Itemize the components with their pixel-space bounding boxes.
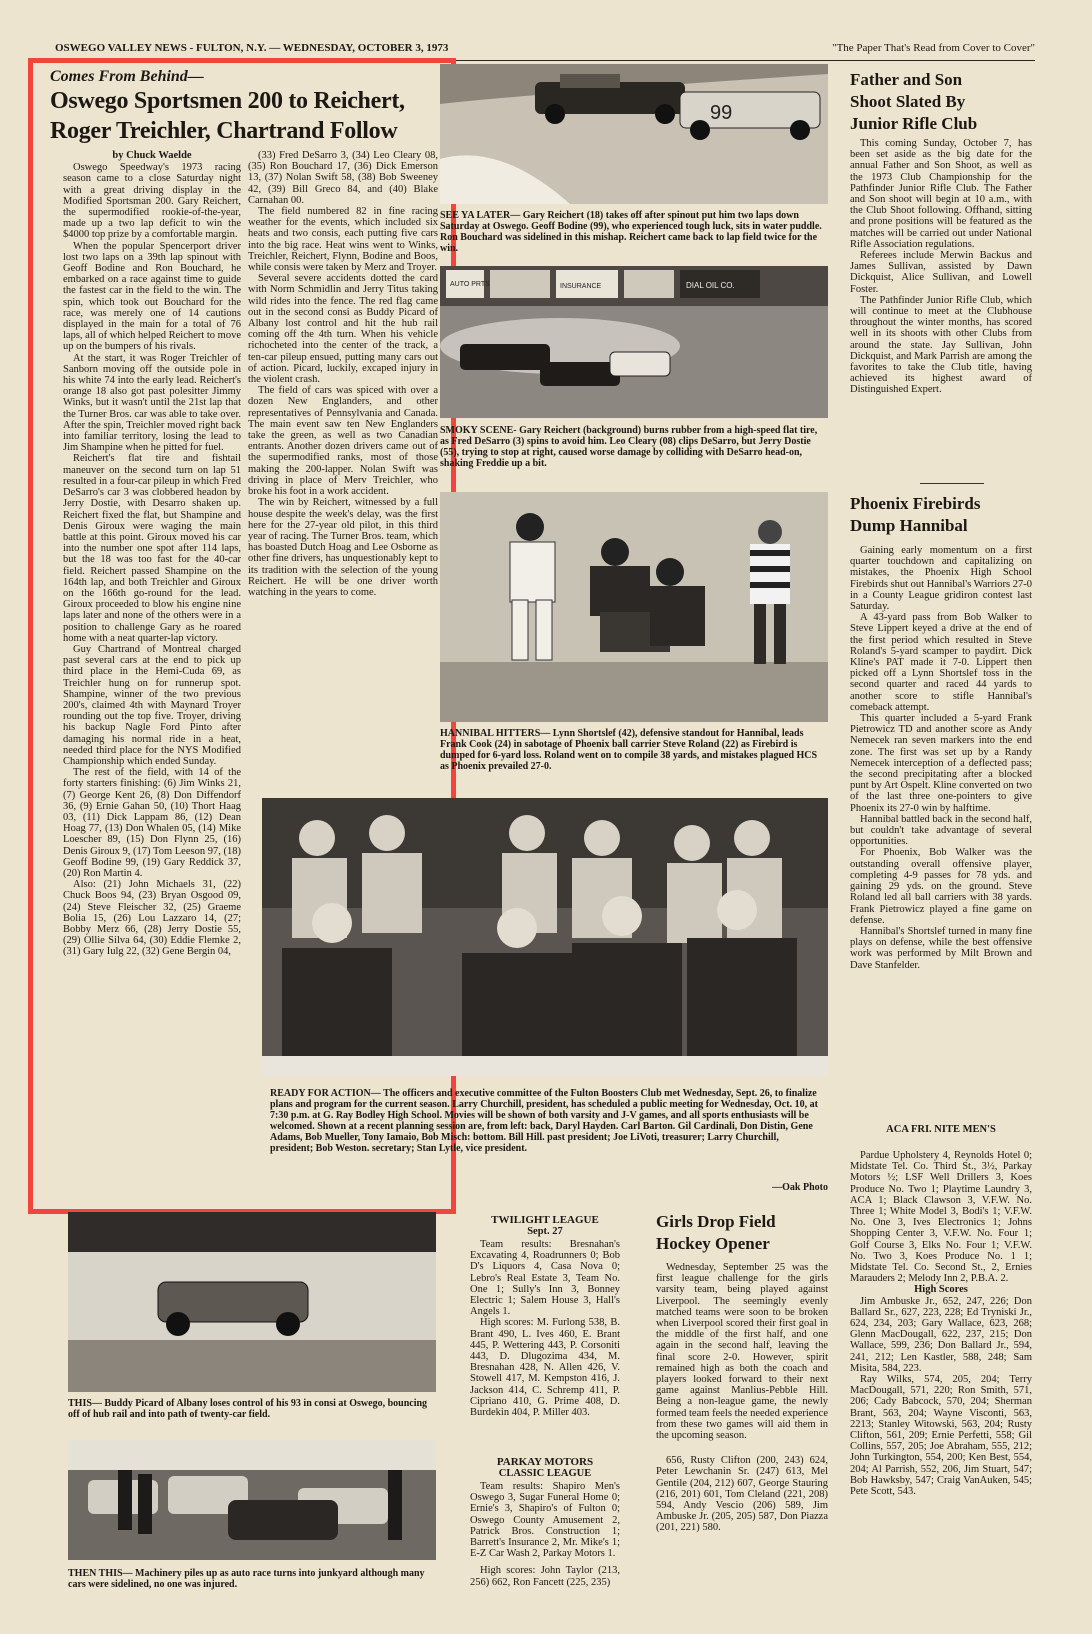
story-paragraph: The win by Reichert, witnessed by a full house despite the week's delay, was the first here for the 27-year old pilot, in this third year of racing. The Turner Bros. team, which has boasted Dutch Hoag and Lee Osborne as other fine drivers, has unquestionably kept to its tradition with the selection of the young Reichert. He will be one driver worth watching in the years to come. — [248, 497, 438, 598]
person-icon — [282, 938, 797, 1058]
phoenix-paragraph: Hannibal's Shortslef turned in many fine plays on defense, while the best offensive work was performed by Milt Brown and Dave Stanfelder. — [850, 925, 1032, 971]
girls-body — [656, 1262, 828, 1600]
photo-credit: —Oak Photo — [772, 1182, 828, 1193]
story-column-2 — [248, 150, 438, 792]
girls-headline-line1: Girls Drop Field — [656, 1212, 776, 1231]
girls-headline-line2: Hockey Opener — [656, 1234, 770, 1253]
girls-paragraph: Wednesday, September 25 was the first league challenge for the girls varsity team, being played against Liverpool. The seemingly evenly matched teams were soon to be broken when Liverpool scored their first goal in the middle of the first half, and one again in the second half, leaving the final score 2-0. However, spirit remained high as both the coach and players looked forward to their next game against Manlius-Pebble Hill. Being a non-league game, the newly formed team feels the needed experience from these two games will aid them in the upcoming season. — [656, 1262, 828, 1442]
story-paragraph: Reichert's flat tire and fishtail maneuver on the second turn on lap 51 resulted in a four-car pileup in which Fred DeSarro's car 3 was clobbered headon by Jerry Dostie, with Desarro shaken up. Reichert fixed the flat, but Shampine and Denis Giroux were waging the main battle at this point. Giroux moved his car into the number one spot after 114 laps, but the 18 was too fast for the 40-car field. Reichert passed Shampine on the 164th lap, and both Treichler and Giroux on the 166th go-round for the lead. Giroux proceeded to blow his engine nine laps later and none of the others were in a position to challenge Gary as he roared home with a neat quarter-lap victory. — [63, 453, 241, 644]
rifle-headline-line1: Father and Son — [850, 70, 963, 89]
aca-scores-title: High Scores — [914, 1284, 968, 1296]
race-car-icon — [228, 1500, 338, 1540]
twilight-title: TWILIGHT LEAGUE — [491, 1214, 599, 1226]
caption-smoky-scene: SMOKY SCENE- Gary Reichert (background) burns rubber from a high-speed flat tire, as Fred DeSarro (3) spins to avoid him. Leo Cleary (08) clips DeSarro, but Jerry Dostie (55), trying to stop at right, caused worse damage by colliding with DeSarro head-on, shaking Freddie up a bit. — [440, 425, 818, 469]
phoenix-paragraph: Hannibal battled back in the second half, but couldn't take advantage of several opportunities. — [850, 813, 1032, 848]
parkay-subtitle: CLASSIC LEAGUE — [498, 1468, 592, 1479]
caption-this: THIS— Buddy Picard of Albany loses control of his 93 in consi at Oswego, bouncing off of hub rail and into path of twenty-car field. — [68, 1398, 428, 1420]
twilight-paragraph: High scores: M. Furlong 538, B. Brant 490, L. Ives 460, E. Brant 445, P. Wettering 443, P. Corsoniti 443, D. Dlugozima 434, M. Bresnahan 428, N. Allen 426, V. Stowell 417, M. Kempston 416, J. Jackson 414, C. Schremp 411, P. Cipriano 410, G. Prime 408, D. Burdekin 404, P. Miller 403. — [470, 1317, 620, 1419]
story-kicker: Comes From Behind— — [50, 68, 204, 85]
story-paragraph: When the popular Spencerport driver lost two laps on a 39th lap spinout with Geoff Bodine and Ron Bouchard, he embarked on a race against time to guide the fastest car in the field to the win. The spin, which took out Bouchard for the race, was merely one of 14 cautions displayed in the main for a total of 76 laps, all of which helped Reichert to move up on the bumpers of his rivals. — [63, 240, 241, 353]
sign-text: DIAL OIL CO. — [686, 281, 735, 290]
rifle-paragraph: Referees include Merwin Backus and James Sullivan, assisted by Dawn Dickquist, Alice Sullivan, and Lowell Foster. — [850, 250, 1032, 295]
rifle-paragraph: This coming Sunday, October 7, has been set aside as the big date for the annual Father and Son Shoot, as well as the 1973 Club Championship for the Pathfinder Junior Rifle Club. The Father and Son shoot will begin at 10 a.m., with the Club Shoot following. Offhand, sitting and prone positions will be featured as the matches will be carried out under National Rifle Association regulations. — [850, 138, 1032, 250]
divider — [920, 483, 984, 484]
story-paragraph: Also: (21) John Michaels 31, (22) Chuck Boos 94, (23) Bryan Osgood 09, (24) Steve Fleischer 32, (25) Graeme Bolia 15, (26) Lou Lazzaro 14, (27; Bobby Merz 66, (28) Jerry Dostie 55, (29) Ollie Silva 64, (30) Eddie Flemke 2, (31) Gary Iulg 22, (32) Gene Bergin 04, — [63, 879, 241, 958]
masthead-dateline: OSWEGO VALLEY NEWS - FULTON, N.Y. — WEDNESDAY, OCTOBER 3, 1973 — [55, 42, 449, 54]
aca-paragraph: Ray Wilks, 574, 205, 204; Terry MacDougall, 571, 220; Ron Smith, 571, 206; Cady Babcock, 570, 204; Sherman Brant, 563, 204; Wayne Visconti, 563, 2213; Stanley Witowski, 563, 204; Rusty Clifton, 561, 209; Ernie Perfetti, 558; Gil Collins, 557, 205; Joe Abraham, 555, 212; John Turkington, 554, 200; Ken Best, 554, 204; Al Parrish, 552, 206, Jim Stuart, 547; Bob Hawksby, 547; Craig VanAuken, 545; Pete Scott, 543. — [850, 1374, 1032, 1498]
aca-paragraph: Pardue Upholstery 4, Reynolds Hotel 0; Midstate Tel. Co. Third St., 3½, Parkay Motors ½; LSF Well Drillers 3, Koes Produce No. Two 1; Playtime Laundry 3, ACA 1; Black Clawson 3, V.F.W. No. Three 1; White Model 3, Bodi's 1; V.F.W. No. One 3, Ives Electronics 1; Johns Shopping Center 3, V.F.W. No. Four 1; Golf Course 3, Elks No. Four 1; V.F.W. No. Two 3, Koes Produce No. 1 1; Midstate Tel. Co. Second St., 2, Ernies Marauders 2; Melody Inn 2, P.B.A. 2. — [850, 1150, 1032, 1285]
person-icon — [292, 853, 782, 943]
race-photo-see-ya — [440, 64, 828, 204]
parkay-title: PARKAY MOTORS — [496, 1456, 594, 1468]
aca-title: ACA FRI. NITE MEN'S — [886, 1124, 996, 1135]
caption-hannibal-hitters: HANNIBAL HITTERS— Lynn Shortslef (42), defensive standout for Hannibal, leads Frank Cook (24) in sabotage of Phoenix ball carrier Steve Roland (22) as Firebird is dumped for 6-yard loss. Roland went on to compile 38 yards, and mistakes plagued HCS as Phoenix prevailed 27-0. — [440, 728, 818, 772]
phoenix-paragraph: A 43-yard pass from Bob Walker to Steve Lippert keyed a drive at the end of the first period which resulted in Steve Roland's 5-yard scamper to paydirt. Dick Kline's PAT made it 7-0. Lippert then picked off a Lynn Shortslef toss in the second quarter and raced 44 yards to another score to stifle Hannibal's comeback attempt. — [850, 612, 1032, 713]
rifle-paragraph: The Pathfinder Junior Rifle Club, which will continue to meet at the Clubhouse throughout the winter months, has scored well in its shoots with other Clubs from around the state. Jay Sullivan, John Dickquist, and Mark Parrish are among the favorites to take the Club title, having achieved its highest award of Distinguished Expert. — [850, 294, 1032, 396]
phoenix-headline-line1: Phoenix Firebirds — [850, 494, 981, 513]
masthead-slogan: "The Paper That's Read from Cover to Cover" — [832, 42, 1035, 54]
story-paragraph: The field of cars was spiced with over a dozen New Englanders, and other representatives of Pennsylvania and Canada. The main event saw ten New Englanders take the green, as well as two Canadian entrants. Another dozen drivers came out of the supermodified ranks, most of those making the 200-lapper. Nolan Swift was driving in place of Merv Treichler, who broke his foot in a work accident. — [248, 385, 438, 498]
crash-photo-this — [68, 1212, 436, 1392]
phoenix-paragraph: Gaining early momentum on a first quarter touchdown and capitalizing on mistakes, the Phoenix High School Firebirds shut out Hannibal's Warriors 27-0 in a County League gridiron contest last Saturday. — [850, 545, 1032, 613]
story-paragraph: The rest of the field, with 14 of the forty starters finishing: (6) Jim Winks 21, (7) George Kent 26, (8) Don Diffendorf 36, (9) Ernie Gahan 50, (10) Thort Haag 03, (11) Dick Lappam 86, (12) Dean Hoag 77, (13) Don Whalen 05, (14) Mike Loescher 89, (15) Don Flynn 25, (16) Denis Giroux 9, (17) Tom Leeson 97, (18) Geoff Bodine 99, (19) Gary Reddick 37, (20) Ron Martin 4. — [63, 767, 241, 879]
story-paragraph: Guy Chartrand of Montreal charged past several cars at the end to pick up third place in the Hemi-Cuda 69, as Treichler hung on for runnerup spot. Shampine, winner of the two previous 200's, claimed 4th with Maynard Troyer rounding out the top five. Troyer, driving his backup Nagle Ford Pinto after damaging his normal ride in a heat, needed third place for the NYS Modified Championship which ended Sunday. — [63, 643, 241, 767]
twilight-body — [470, 1239, 620, 1449]
twilight-date: Sept. 27 — [527, 1226, 563, 1237]
rifle-headline-line2: Shoot Slated By — [850, 92, 966, 111]
crash-photo-then-this — [68, 1440, 436, 1560]
boosters-group-photo — [262, 798, 828, 1076]
sign-text: AUTO PRTS — [450, 281, 490, 288]
rifle-headline-line3: Junior Rifle Club — [850, 114, 978, 133]
race-photo-smoky — [440, 266, 828, 418]
parkay-paragraph: Team results: Shapiro Men's Oswego 3, Sugar Funeral Home 0; Ernie's 3, Shapiro's of Fulton 0; Oswego County Amusement 2, Patrick Bros. Construction 1; Barrett's Insurance 2, Mr. Mike's 1; E-Z Car Wash 2, Parkay Motors 1. — [470, 1481, 620, 1560]
football-photo — [440, 492, 828, 722]
story-paragraph: The field numbered 82 in fine racing weather for the events, which included six heats and two consis, each putting five cars into the big race. Heat wins went to Winks, Treichler, Reichert, Flynn, Bodine and Boos, while consis were taken by Merz and Troyer. — [248, 206, 438, 274]
story-byline: by Chuck Waelde — [112, 150, 192, 161]
story-headline-line2: Roger Treichler, Chartrand Follow — [50, 118, 398, 144]
phoenix-headline-line2: Dump Hannibal — [850, 516, 968, 535]
phoenix-paragraph: For Phoenix, Bob Walker was the outstanding overall offensive player, completing 4-9 passes for 78 yds. and gaining 29 yds. on the ground. Steve Roland led all ball carriers with 38 yards. Frank Pietrowicz played a fine game on defense. — [850, 847, 1032, 926]
twilight-paragraph: Team results: Bresnahan's Excavating 4, Roadrunners 0; Bob D's Liquors 4, Casa Nova 0; Lebro's Real Estate 3, Team No. One 1; Sully's Inn 3, Bonney Electric 1; Salem House 3, Hall's Angels 1. — [470, 1239, 620, 1318]
rifle-body — [850, 138, 1032, 478]
parkay-body — [470, 1481, 620, 1601]
aca-paragraph: Jim Ambuske Jr., 652, 247, 226; Don Ballard Sr., 627, 223, 228; Ed Tryniski Jr., 624, 234, 203; Gary Wallace, 623, 268; Glenn MacDougall, 622, 237, 215; Don Wallace, 599, 236; Don Ballard Jr., 594, 241, 212; Len Kastler, 588, 248; Sam Misita, 584, 223. — [850, 1295, 1032, 1374]
svg-text:99: 99 — [710, 102, 733, 124]
story-paragraph: Oswego Speedway's 1973 racing season came to a close Saturday night with a great driving display in the Modified Sportsman 200. Gary Reichert, the supermodified rookie-of-the-year, made up a two lap deficit to win the $4000 top prize by a comfortable margin. — [63, 162, 241, 241]
caption-then-this: THEN THIS— Machinery piles up as auto race turns into junkyard although many cars were sidelined, no one was injured. — [68, 1568, 425, 1590]
story-headline-line1: Oswego Sportsmen 200 to Reichert, — [50, 88, 405, 114]
story-column-1 — [63, 150, 241, 1200]
parkay-paragraph: High scores: John Taylor (213, 256) 662, Ron Fancett (225, 235) — [470, 1565, 620, 1588]
girls-paragraph: 656, Rusty Clifton (200, 243) 624, Peter Lewchanin Sr. (247) 613, Mel Gentile (204, 212) 607, George Stauring (216, 201) 601, Tom Cleland (221, 208) 594, Andy Vescio (206) 589, Jim Ambuske Jr. (205, 205) 587, Don Piazza (201, 221) 580. — [656, 1455, 828, 1534]
story-paragraph: Several severe accidents dotted the card with Norm Schmidlin and Jerry Titus taking wild rides into the fence. The red flag came out in the second consi as Buddy Picard of Albany lost control and hit the hub rail coming off the 4th turn. When his vehicle richocheted into the center of the track, a ten-car pileup ensued, putting many cars out of action. Picard, luckily, excaped injury in the violent crash. — [248, 273, 438, 386]
sign-text: INSURANCE — [560, 283, 602, 290]
aca-body — [850, 1150, 1032, 1600]
story-paragraph: (33) Fred DeSarro 3, (34) Leo Cleary 08, (35) Ron Bouchard 17, (36) Dick Emerson 13, (37) Nolan Swift 58, (38) Bob Sweeney 42, (39) Bill Greco 84, and (40) Blake Carnahan 00. — [248, 150, 438, 206]
phoenix-body — [850, 545, 1032, 1120]
story-paragraph: At the start, it was Roger Treichler of Sanborn moving off the outside pole in his white 74 into the early lead. Reichert's orange 18 also got past polesitter Jimmy Winks, but it wasn't until the 21st lap that the Turner Bros. car was able to take over. After the spin, Treichler moved right back into familiar territory, losing the lead to Jim Shampine when he pitted for fuel. — [63, 352, 241, 454]
caption-see-ya-later: SEE YA LATER— Gary Reichert (18) takes off after spinout put him two laps down Saturday at Oswego. Geoff Bodine (99), who experienced tough luck, sits in water puddle. Ron Bouchard was sidelined in this mishap. Reichert came back to lap field twice for the win. — [440, 210, 822, 254]
caption-ready-for-action: READY FOR ACTION— The officers and executive committee of the Fulton Boosters Club met Wednesday, Sept. 26, to finalize plans and program for the current season. Larry Churchill, president, has scheduled a public meeting for Wednesday, Oct. 10, at 7:30 p.m. at G. Ray Bodley High School. Movies will be shown of both varsity and J-V games, and all sports enthusiasts will be welcomed. Shown at a recent planning session are, from left: back, Daryl Hayden. Carl Barton. Gil Cardinali, Don Distin, Gene Adams, Bob Mueller, Tony Iamaio, Bob Misch: bottom. Bill Hill. past president; Joe LiVoti, treasurer; Larry Churchill, president; Bob Weston. secretary; Stan Lytle, vice president. — [270, 1088, 818, 1154]
phoenix-paragraph: This quarter included a 5-yard Frank Pietrowicz TD and another score as Andy Nemecek ran seven markers into the end zone. The first was set up by a Randy Nemecek interception of a deflected pass; the second precipitating after a blocked punt by Art Ospelt. Kline converted on two of the last three one-pointers to give Phoenix its 27-0 win by halftime. — [850, 713, 1032, 814]
